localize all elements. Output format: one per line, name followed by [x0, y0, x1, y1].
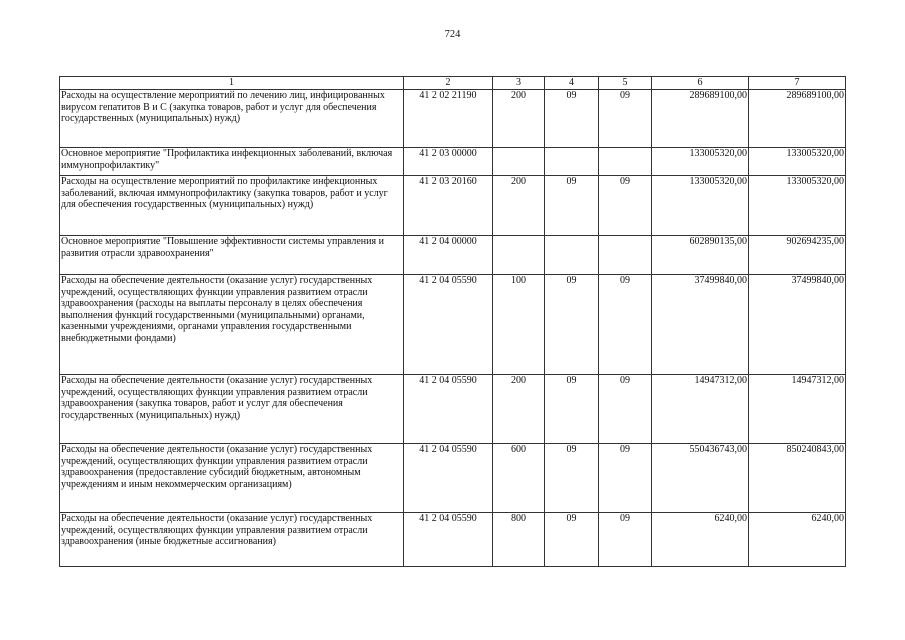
budget-table — [59, 76, 846, 567]
row-name: Основное мероприятие "Профилактика инфекционных заболеваний, включая иммунопрофилактику" — [60, 148, 404, 176]
row-vr: 200 — [493, 90, 545, 148]
row-code: 41 2 04 00000 — [404, 236, 493, 275]
row-code: 41 2 02 21190 — [404, 90, 493, 148]
table-row — [60, 90, 846, 148]
table-row — [60, 375, 846, 444]
row-vr: 200 — [493, 375, 545, 444]
row-rz — [545, 148, 599, 176]
page-number: 724 — [444, 29, 461, 40]
row-code: 41 2 03 20160 — [404, 176, 493, 236]
row-sum-2: 37499840,00 — [749, 275, 846, 375]
row-code: 41 2 04 05590 — [404, 375, 493, 444]
table-row — [60, 148, 846, 176]
row-rz: 09 — [545, 444, 599, 513]
header-cell: 7 — [749, 77, 846, 90]
row-sum-1: 14947312,00 — [652, 375, 749, 444]
row-sum-1: 550436743,00 — [652, 444, 749, 513]
row-pr: 09 — [599, 375, 652, 444]
row-name: Основное мероприятие "Повышение эффективности системы управления и развития отрасли здравоохранения" — [60, 236, 404, 275]
row-sum-1: 133005320,00 — [652, 148, 749, 176]
row-rz: 09 — [545, 90, 599, 148]
row-rz: 09 — [545, 375, 599, 444]
table-row — [60, 176, 846, 236]
row-pr: 09 — [599, 444, 652, 513]
row-code: 41 2 03 00000 — [404, 148, 493, 176]
table-row — [60, 236, 846, 275]
row-sum-2: 14947312,00 — [749, 375, 846, 444]
table-row — [60, 444, 846, 513]
row-pr: 09 — [599, 513, 652, 567]
header-cell: 4 — [545, 77, 599, 90]
header-cell: 5 — [599, 77, 652, 90]
row-pr — [599, 148, 652, 176]
row-rz — [545, 236, 599, 275]
row-sum-1: 133005320,00 — [652, 176, 749, 236]
row-sum-1: 289689100,00 — [652, 90, 749, 148]
row-vr: 600 — [493, 444, 545, 513]
row-vr — [493, 148, 545, 176]
header-cell: 1 — [60, 77, 404, 90]
row-sum-1: 37499840,00 — [652, 275, 749, 375]
header-cell: 3 — [493, 77, 545, 90]
row-sum-2: 6240,00 — [749, 513, 846, 567]
row-vr — [493, 236, 545, 275]
row-code: 41 2 04 05590 — [404, 275, 493, 375]
row-sum-1: 602890135,00 — [652, 236, 749, 275]
row-name: Расходы на осуществление мероприятий по профилактике инфекционных заболеваний, включая иммунопрофилактику (закупка товаров, работ и услуг для обеспечения государственных (муниципальных) нужд) — [60, 176, 404, 236]
row-name: Расходы на осуществление мероприятий по лечению лиц, инфицированных вирусом гепатитов B и C (закупка товаров, работ и услуг для обеспечения государственных (муниципальных) нужд) — [60, 90, 404, 148]
row-pr: 09 — [599, 90, 652, 148]
row-name: Расходы на обеспечение деятельности (оказание услуг) государственных учреждений, осуществляющих функции управления развитием отрасли здравоохранения (иные бюджетные ассигнования) — [60, 513, 404, 567]
header-cell: 6 — [652, 77, 749, 90]
row-vr: 800 — [493, 513, 545, 567]
row-name: Расходы на обеспечение деятельности (оказание услуг) государственных учреждений, осуществляющих функции управления развитием отрасли здравоохранения (предоставление субсидий бюджетным, автономным учреждениям и иным некоммерческим организациям) — [60, 444, 404, 513]
row-name: Расходы на обеспечение деятельности (оказание услуг) государственных учреждений, осуществляющих функции управления развитием отрасли здравоохранения (расходы на выплаты персоналу в целях обеспечения выполнения функций государственными (муниципальными) органами, казенными учреждениями, органами управления государственными внебюджетными фондами) — [60, 275, 404, 375]
header-cell: 2 — [404, 77, 493, 90]
row-rz: 09 — [545, 513, 599, 567]
row-pr: 09 — [599, 176, 652, 236]
row-sum-2: 902694235,00 — [749, 236, 846, 275]
row-rz: 09 — [545, 275, 599, 375]
row-vr: 100 — [493, 275, 545, 375]
row-pr: 09 — [599, 275, 652, 375]
row-name: Расходы на обеспечение деятельности (оказание услуг) государственных учреждений, осуществляющих функции управления развитием отрасли здравоохранения (закупка товаров, работ и услуг для обеспечения государственных (муниципальных) нужд) — [60, 375, 404, 444]
row-sum-2: 850240843,00 — [749, 444, 846, 513]
row-pr — [599, 236, 652, 275]
row-sum-1: 6240,00 — [652, 513, 749, 567]
table-row — [60, 513, 846, 567]
row-rz: 09 — [545, 176, 599, 236]
row-code: 41 2 04 05590 — [404, 513, 493, 567]
row-sum-2: 133005320,00 — [749, 148, 846, 176]
table-row — [60, 275, 846, 375]
table-body — [60, 77, 846, 567]
row-sum-2: 289689100,00 — [749, 90, 846, 148]
row-code: 41 2 04 05590 — [404, 444, 493, 513]
row-vr: 200 — [493, 176, 545, 236]
row-sum-2: 133005320,00 — [749, 176, 846, 236]
header-row — [60, 77, 846, 90]
